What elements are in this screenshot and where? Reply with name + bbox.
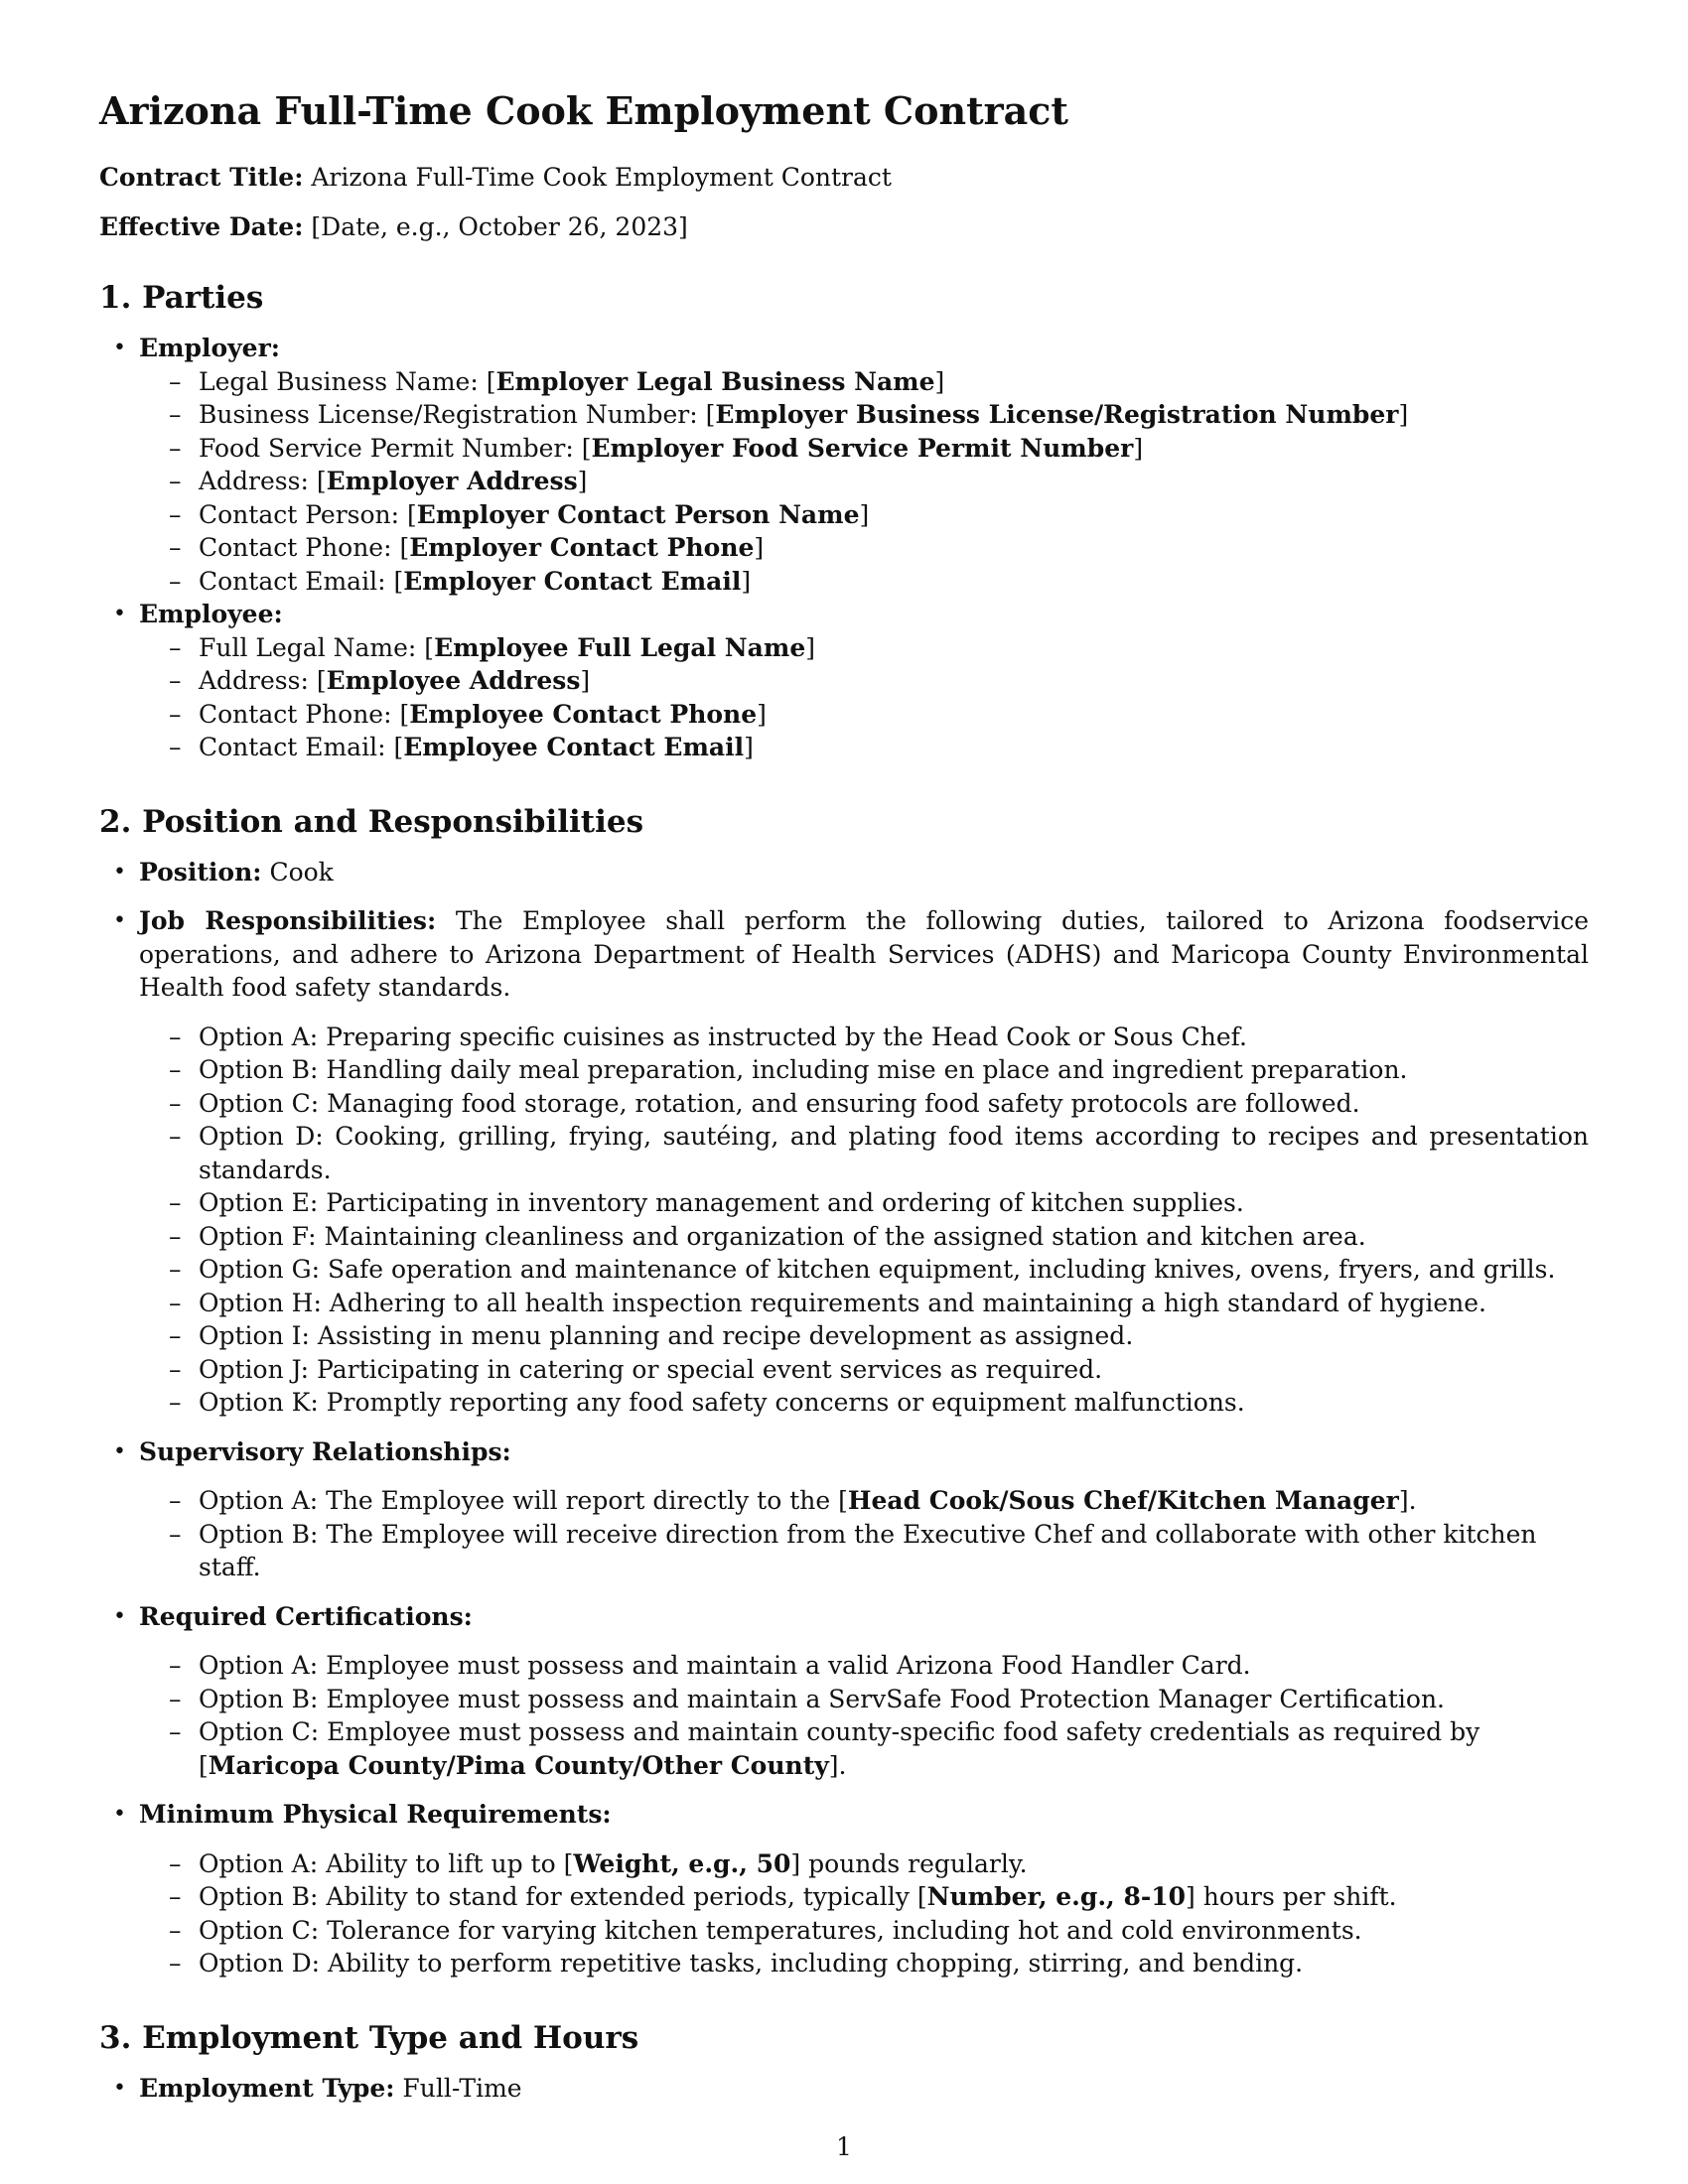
supervisory-label: Supervisory Relationships:: [139, 1436, 511, 1466]
phys-a-placeholder: Weight, e.g., 50: [573, 1848, 791, 1878]
cert-option-b: – Option B: Employee must possess and maintain a ServSafe Food Protection Manager Certification.: [199, 1683, 1589, 1716]
employment-type-item: [139, 2072, 1589, 2106]
phys-a-text: Option A: Ability to lift up to: [199, 1848, 564, 1878]
employer-detail-label: Contact Person:: [199, 499, 408, 529]
employer-detail-3: – Address: [Employer Address]: [199, 465, 1589, 498]
effective-date-value: [Date, e.g., October 26, 2023]: [303, 212, 688, 241]
phys-option-c: – Option C: Tolerance for varying kitchen temperatures, including hot and cold environments.: [199, 1914, 1589, 1948]
job-option-2: – Option C: Managing food storage, rotation, and ensuring food safety protocols are followed.: [199, 1087, 1589, 1121]
section-heading-position: 2. Position and Responsibilities: [99, 803, 644, 840]
employer-detail-label: Food Service Permit Number:: [199, 433, 582, 463]
effective-date-line: [99, 210, 1589, 244]
employer-detail-4: – Contact Person: [Employer Contact Person Name]: [199, 498, 1589, 532]
document-page: [99, 87, 1589, 2105]
employment-type-label: Employment Type:: [139, 2073, 395, 2103]
parties-list: [99, 332, 1589, 764]
physical-requirements-label: Minimum Physical Requirements:: [139, 1800, 612, 1829]
employer-detail-6: – Contact Email: [Employer Contact Email]: [199, 565, 1589, 599]
job-option-3: – Option D: Cooking, grilling, frying, sautéing, and plating food items according to recipes and presentation standards.: [199, 1120, 1589, 1186]
employee-detail-value: Employee Contact Email: [403, 733, 745, 761]
job-option-5: – Option F: Maintaining cleanliness and organization of the assigned station and kitchen area.: [199, 1220, 1589, 1254]
job-responsibilities-item: [139, 904, 1589, 1420]
contract-title-value: Arizona Full-Time Cook Employment Contract: [303, 163, 892, 192]
physical-options: [139, 1847, 1589, 1980]
employee-detail-0: – Full Legal Name: [Employee Full Legal Name]: [199, 631, 1589, 665]
employer-detail-label: Legal Business Name:: [199, 366, 487, 396]
employer-detail-2: – Food Service Permit Number: [Employer Food Service Permit Number]: [199, 432, 1589, 466]
job-option-6: – Option G: Safe operation and maintenance of kitchen equipment, including knives, ovens, fryers, and grills.: [199, 1253, 1589, 1287]
phys-option-a: – Option A: Ability to lift up to [Weight, e.g., 50] pounds regularly.: [199, 1847, 1589, 1881]
employee-detail-value: Employee Address: [326, 666, 581, 695]
employer-details: [139, 365, 1589, 599]
job-option-7: – Option H: Adhering to all health inspection requirements and maintaining a high standard of hygiene.: [199, 1287, 1589, 1320]
employee-item: [139, 598, 1589, 764]
position-label: Position:: [139, 857, 262, 887]
supervisory-a-end: .: [1408, 1486, 1417, 1515]
supervisory-option-a: – Option A: The Employee will report directly to the [Head Cook/Sous Chef/Kitchen Manager].: [199, 1484, 1589, 1518]
employer-label: Employer:: [139, 334, 280, 362]
job-option-4: – Option E: Participating in inventory management and ordering of kitchen supplies.: [199, 1186, 1589, 1220]
cert-c-text: Option C: Employee must possess and maintain county-specific food safety credentials as required by: [199, 1717, 1480, 1746]
contract-title-line: [99, 161, 1589, 195]
employee-detail-label: Contact Email:: [199, 733, 394, 761]
certifications-item: [139, 1600, 1589, 1783]
employer-detail-label: Contact Phone:: [199, 533, 400, 562]
supervisory-options: [139, 1484, 1589, 1584]
employer-detail-value: Employer Legal Business Name: [495, 366, 935, 396]
employee-detail-1: – Address: [Employee Address]: [199, 664, 1589, 698]
employment-type-value: Full-Time: [394, 2073, 522, 2103]
supervisory-a-placeholder: Head Cook/Sous Chef/Kitchen Manager: [847, 1486, 1399, 1515]
physical-requirements-item: [139, 1798, 1589, 1980]
section-heading-employment-type: 3. Employment Type and Hours: [99, 2019, 639, 2056]
employment-type-list: [99, 2072, 1589, 2106]
employer-detail-label: Address:: [199, 467, 317, 495]
job-options-list: [139, 1021, 1589, 1420]
employer-detail-5: – Contact Phone: [Employer Contact Phone]: [199, 531, 1589, 565]
phys-b-text: Option B: Ability to stand for extended periods, typically: [199, 1882, 917, 1911]
employer-detail-value: Employer Food Service Permit Number: [591, 433, 1134, 463]
contract-title-label: Contract Title:: [99, 163, 304, 192]
employee-detail-value: Employee Full Legal Name: [434, 632, 806, 662]
employee-detail-2: – Contact Phone: [Employee Contact Phone]: [199, 698, 1589, 732]
section-heading-parties: 1. Parties: [99, 280, 264, 316]
certifications-options: [139, 1649, 1589, 1782]
employer-detail-label: Business License/Registration Number:: [199, 400, 706, 429]
page-number: 1: [836, 2132, 852, 2161]
job-option-0: – Option A: Preparing specific cuisines as instructed by the Head Cook or Sous Chef.: [199, 1021, 1589, 1054]
cert-option-a: – Option A: Employee must possess and maintain a valid Arizona Food Handler Card.: [199, 1649, 1589, 1683]
cert-c-placeholder: Maricopa County/Pima County/Other County: [208, 1750, 829, 1780]
job-option-9: – Option J: Participating in catering or special event services as required.: [199, 1353, 1589, 1387]
employer-detail-value: Employer Contact Person Name: [416, 499, 860, 529]
position-value: Cook: [261, 857, 334, 887]
job-option-8: – Option I: Assisting in menu planning and recipe development as assigned.: [199, 1319, 1589, 1353]
phys-option-d: – Option D: Ability to perform repetitive tasks, including chopping, stirring, and bending.: [199, 1947, 1589, 1980]
job-option-1: – Option B: Handling daily meal preparation, including mise en place and ingredient preparation.: [199, 1053, 1589, 1087]
phys-b-placeholder: Number, e.g., 8-10: [926, 1882, 1187, 1911]
employer-detail-value: Employer Business License/Registration Number: [715, 400, 1399, 429]
employee-details: [139, 631, 1589, 764]
employee-detail-label: Contact Phone:: [199, 699, 400, 729]
cert-c-end: .: [838, 1750, 847, 1780]
document-title: Arizona Full-Time Cook Employment Contract: [99, 88, 1068, 133]
phys-option-b: – Option B: Ability to stand for extended periods, typically [Number, e.g., 8-10] hours per shift.: [199, 1880, 1589, 1914]
job-responsibilities-paragraph: [139, 904, 1589, 1005]
employer-detail-value: Employer Address: [326, 467, 578, 495]
cert-option-c: – Option C: Employee must possess and maintain county-specific food safety credentials as required by [Maricopa County/Pima County/Other County].: [199, 1715, 1589, 1782]
employer-detail-value: Employer Contact Phone: [409, 533, 755, 562]
job-responsibilities-text: The Employee shall perform the following duties, tailored to Arizona foodservice operations, and adhere to Arizona Department of Health Services (ADHS) and Maricopa County Environmental Health food safety standards.: [139, 906, 1590, 1002]
certifications-label: Required Certifications:: [139, 1601, 473, 1631]
job-option-10: – Option K: Promptly reporting any food safety concerns or equipment malfunctions.: [199, 1386, 1589, 1420]
employee-detail-value: Employee Contact Phone: [409, 699, 758, 729]
supervisory-item: [139, 1435, 1589, 1584]
phys-b-end: hours per shift.: [1195, 1882, 1397, 1911]
phys-a-end: pounds regularly.: [800, 1848, 1028, 1878]
employer-item: [139, 332, 1589, 598]
employee-detail-label: Full Legal Name:: [199, 632, 425, 662]
employee-label: Employee:: [139, 600, 283, 628]
employer-detail-1: – Business License/Registration Number: [Employer Business License/Registration Number]: [199, 398, 1589, 432]
employer-detail-value: Employer Contact Email: [403, 566, 742, 596]
supervisory-option-b: – Option B: The Employee will receive direction from the Executive Chef and collaborate with other kitchen staff.: [199, 1518, 1589, 1584]
supervisory-a-text: Option A: The Employee will report directly to the: [199, 1486, 839, 1515]
position-item: [139, 856, 1589, 889]
position-list: [99, 856, 1589, 1980]
employer-detail-0: – Legal Business Name: [Employer Legal Business Name]: [199, 365, 1589, 399]
job-responsibilities-label: Job Responsibilities:: [139, 906, 437, 935]
effective-date-label: Effective Date:: [99, 212, 304, 241]
employee-detail-label: Address:: [199, 666, 317, 695]
employer-detail-label: Contact Email:: [199, 566, 394, 596]
employee-detail-3: – Contact Email: [Employee Contact Email]: [199, 731, 1589, 764]
